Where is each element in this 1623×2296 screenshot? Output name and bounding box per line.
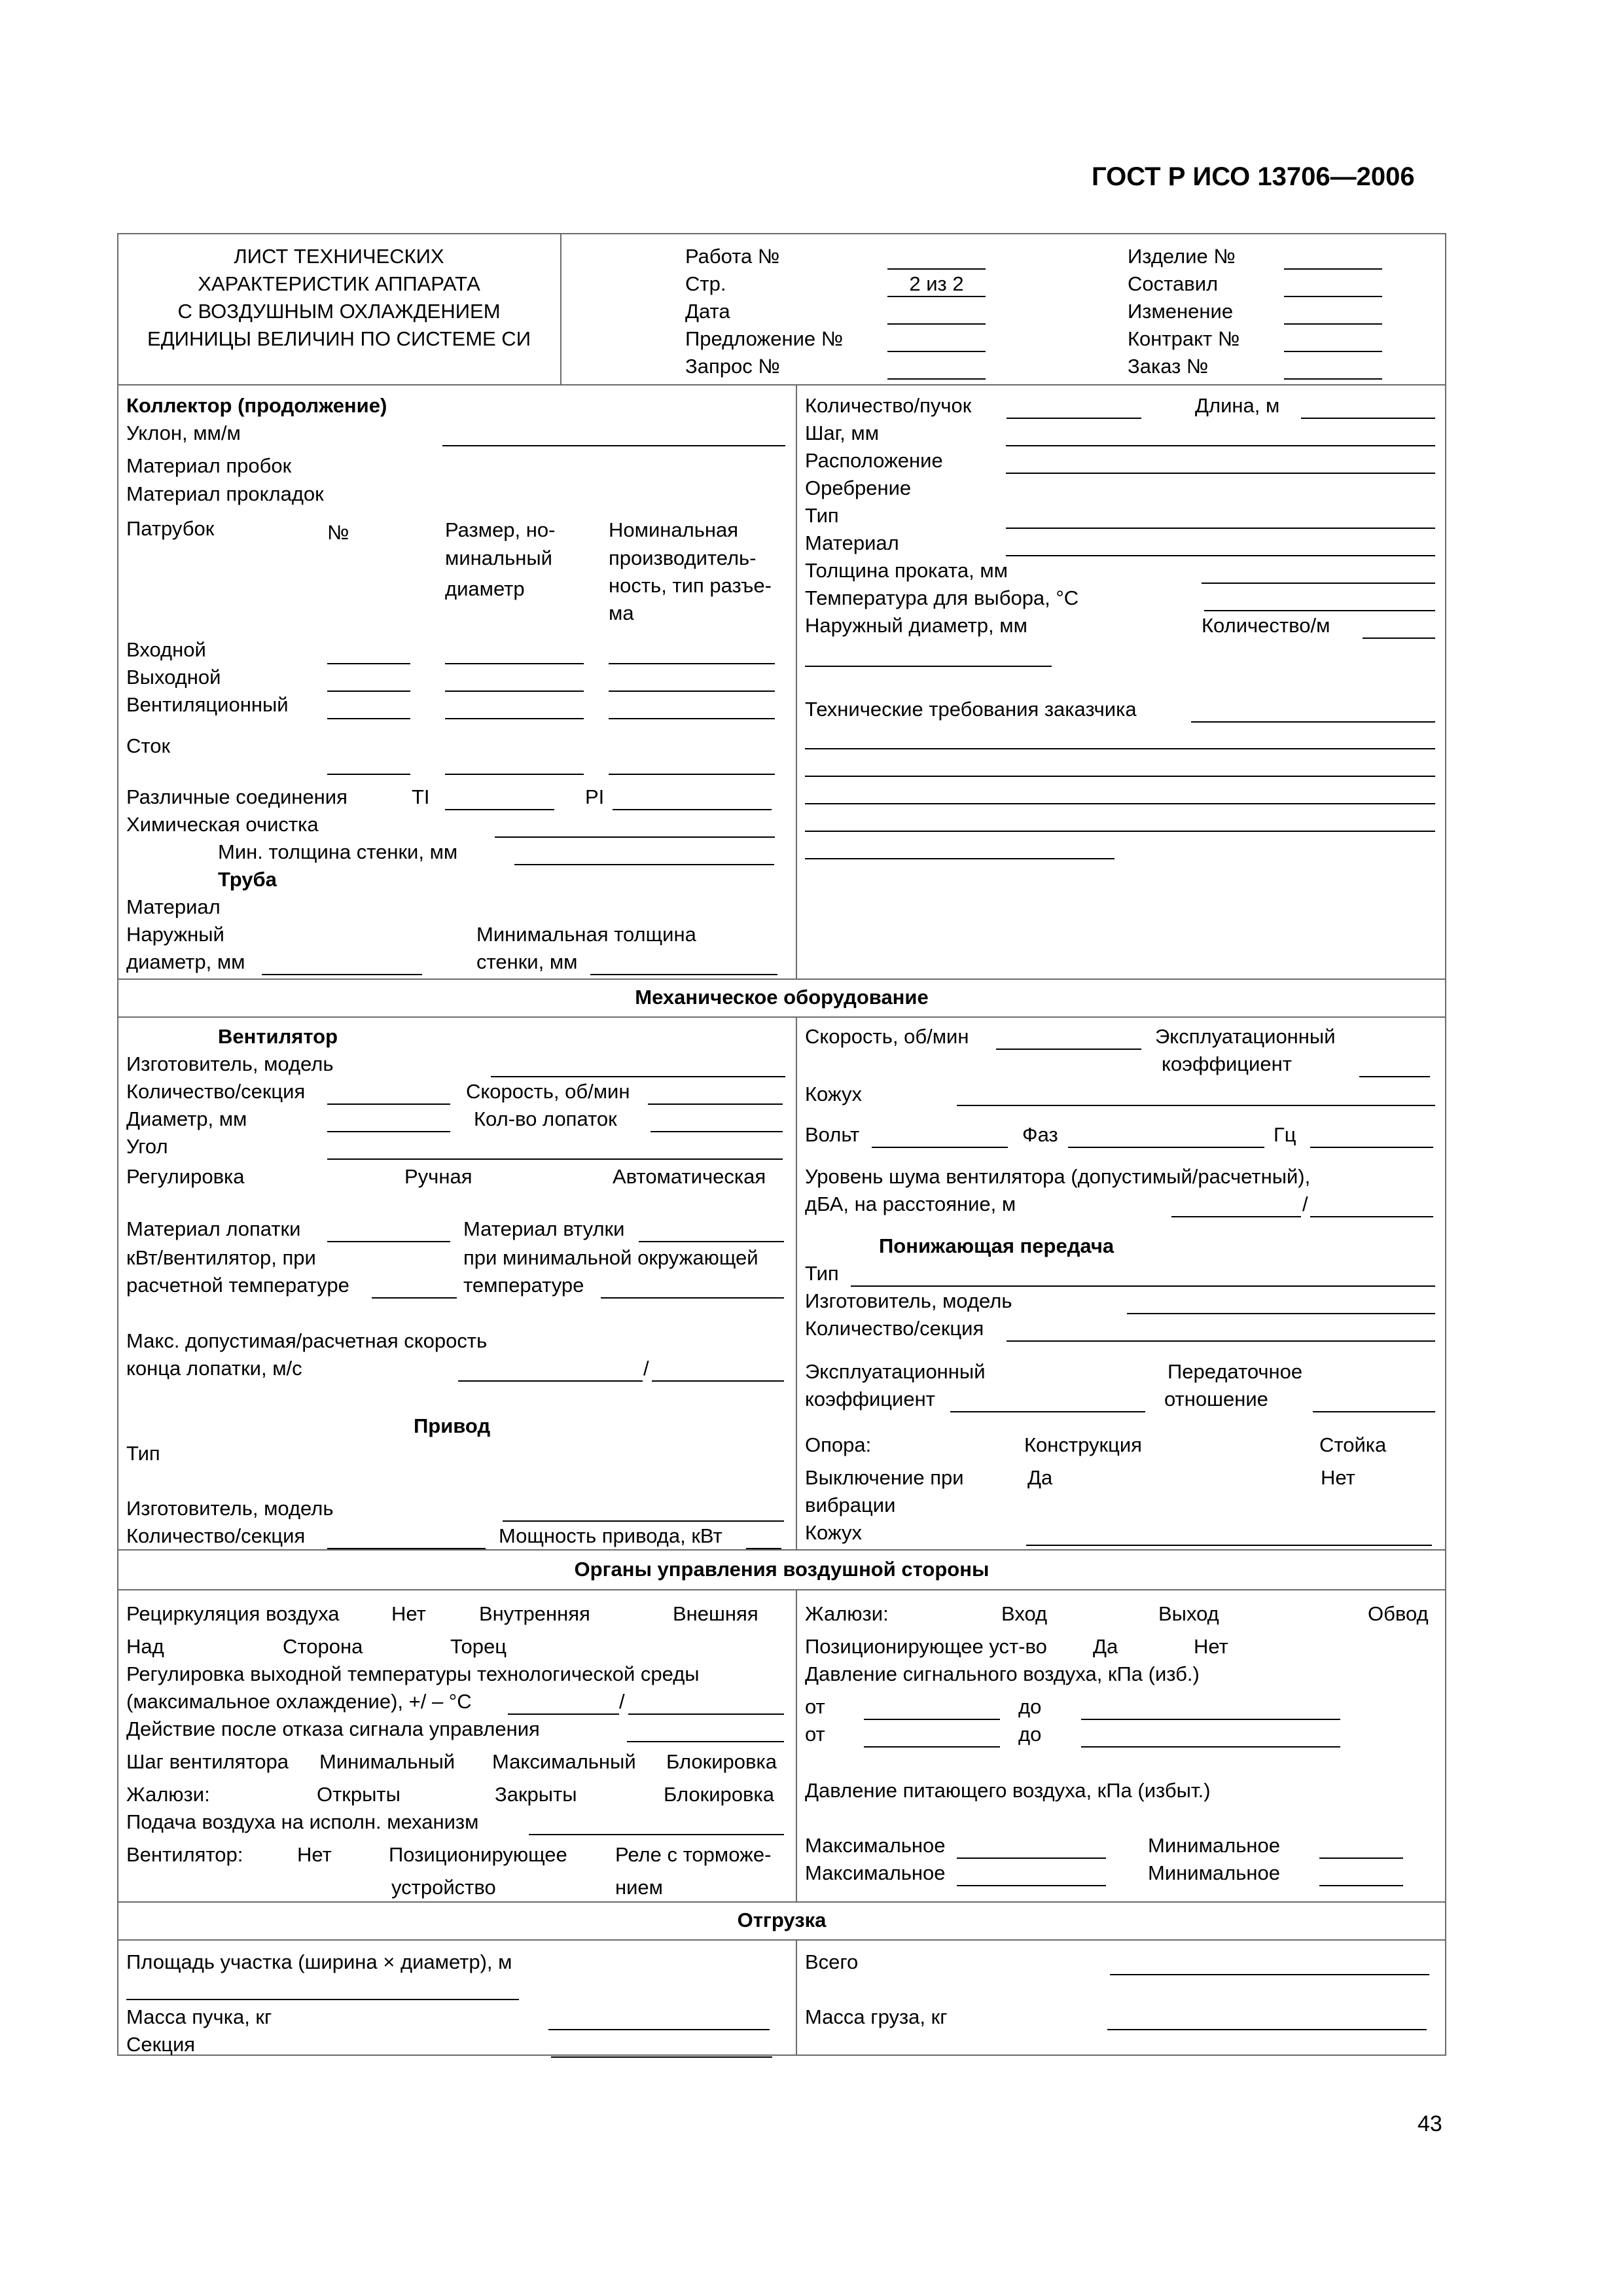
signal-from-field-2[interactable] [864, 1746, 1000, 1748]
rating-header-4: ма [609, 601, 634, 624]
plug-material-label: Материал пробок [126, 454, 292, 477]
positioner-label: Позиционирующее уст-во [805, 1635, 1047, 1658]
misc-connections-label: Различные соединения [126, 785, 348, 808]
auto-option[interactable]: Автоматическая [613, 1165, 766, 1188]
inlet-rating-field[interactable] [609, 663, 775, 664]
rating-header-2: производитель- [609, 547, 757, 569]
finning-label: Оребрение [805, 476, 912, 499]
drive-title: Привод [414, 1414, 491, 1437]
fan-title: Вентилятор [218, 1025, 338, 1048]
vent-size-field[interactable] [445, 718, 584, 719]
header-bottom-rule [117, 384, 1446, 386]
blades-field[interactable] [651, 1131, 783, 1132]
revision-field[interactable] [1284, 323, 1382, 325]
pi-field[interactable] [613, 809, 772, 810]
chem-cleaning-label: Химическая очистка [126, 813, 319, 836]
noise-allow-field[interactable] [1171, 1216, 1301, 1217]
guard2-field[interactable] [1026, 1545, 1432, 1546]
qty-per-m-label: Количество/м [1202, 614, 1330, 637]
pitch-min-option[interactable]: Минимальный [319, 1750, 455, 1773]
reducer-maker-label: Изготовитель, модель [805, 1289, 1012, 1312]
hub-material-field[interactable] [639, 1241, 784, 1242]
vibration-label-2: вибрации [805, 1494, 896, 1516]
fan-qty-field[interactable] [327, 1103, 450, 1105]
arrangement-field[interactable] [1006, 473, 1435, 474]
end-option[interactable]: Торец [450, 1635, 507, 1658]
rating-header-3: ность, тип разъе- [609, 574, 772, 597]
vent-rating-field[interactable] [609, 718, 775, 719]
supply-min-label-1: Минимальное [1148, 1834, 1280, 1857]
outlet-rating-field[interactable] [609, 691, 775, 692]
reducer-qty-label: Количество/секция [805, 1317, 984, 1340]
qty-per-m-field[interactable] [1363, 637, 1435, 639]
over-option[interactable]: Над [126, 1635, 164, 1658]
outlet-size-field[interactable] [445, 691, 584, 692]
bundle-mass-label: Масса пучка, кг [126, 2005, 272, 2028]
volt-field[interactable] [872, 1147, 1008, 1148]
tip-speed-design-field[interactable] [652, 1380, 784, 1382]
support-structure-option[interactable]: Конструкция [1024, 1433, 1142, 1456]
recirc-internal-option[interactable]: Внутренняя [479, 1602, 590, 1625]
positioner-no-option[interactable]: Нет [1194, 1635, 1228, 1658]
sheet-title-4: ЕДИНИЦЫ ВЕЛИЧИН ПО СИСТЕМЕ СИ [147, 327, 531, 350]
tube-minwall-label-2: стенки, мм [476, 950, 578, 973]
mech-bottom-rule [117, 1016, 1446, 1018]
supply-pressure-label: Давление питающего воздуха, кПа (избыт.) [805, 1779, 1211, 1802]
drive-qty-field[interactable] [327, 1548, 486, 1549]
inlet-label: Входной [126, 638, 206, 661]
reducer-type-field[interactable] [851, 1285, 1435, 1287]
signal-from-label-1: от [805, 1695, 825, 1718]
signal-from-label-2: от [805, 1723, 825, 1746]
design-temp-label: Температура для выбора, °С [805, 586, 1079, 609]
positioner-yes-option[interactable]: Да [1093, 1635, 1118, 1658]
rating-header-1: Номинальная [609, 518, 739, 541]
signal-fail-field[interactable] [627, 1741, 784, 1742]
count-bundle-field[interactable] [1007, 418, 1141, 419]
reducer-type-label: Тип [805, 1262, 839, 1285]
ti-label: TI [412, 785, 430, 808]
kw-min-label-1: при минимальной окружающей [463, 1246, 758, 1269]
collector-title: Коллектор (продолжение) [126, 394, 387, 417]
hz-label: Гц [1274, 1123, 1296, 1146]
section-label: Секция [126, 2033, 196, 2056]
fin-material-label: Материал [805, 531, 899, 554]
column-divider-2 [796, 1016, 797, 1550]
tube-title: Труба [218, 868, 277, 891]
fan-speed-field[interactable] [648, 1103, 783, 1105]
kw-design-field[interactable] [372, 1297, 457, 1299]
support-label: Опора: [805, 1433, 872, 1456]
column-divider-1 [796, 384, 797, 979]
mech-top-rule [117, 978, 1446, 980]
by-label: Составил [1128, 272, 1219, 295]
blades-label: Кол-во лопаток [474, 1107, 617, 1130]
size-header-1: Размер, но- [445, 518, 556, 541]
drain-rating-field[interactable] [609, 774, 775, 775]
item-no-field[interactable] [1284, 268, 1382, 270]
fan-maker-label: Изготовитель, модель [126, 1052, 334, 1075]
drain-no-field[interactable] [327, 774, 410, 775]
louvers-bypass-option[interactable]: Обвод [1368, 1602, 1429, 1625]
vibration-label-1: Выключение при [805, 1466, 964, 1489]
tip-speed-allow-field[interactable] [458, 1380, 643, 1382]
length-field[interactable] [1301, 418, 1435, 419]
pitch-label: Шаг, мм [805, 422, 880, 444]
tip-speed-sep: / [643, 1357, 649, 1380]
service-factor-label-2: коэффициент [1162, 1052, 1292, 1075]
kw-min-field[interactable] [601, 1297, 784, 1299]
tube-od-label-2: диаметр, мм [126, 950, 245, 973]
reducer-qty-field[interactable] [1007, 1340, 1435, 1342]
inlet-no-field[interactable] [327, 663, 410, 664]
positioner-option-2: устройство [391, 1876, 496, 1899]
hub-material-label: Материал втулки [463, 1217, 625, 1240]
page-value: 2 из 2 [909, 272, 964, 295]
stock-thickness-field[interactable] [1202, 583, 1435, 584]
proposal-label: Предложение № [685, 327, 844, 350]
positioner-option-1[interactable]: Позиционирующее [389, 1843, 567, 1866]
supply-max-label-2: Максимальное [805, 1861, 946, 1884]
nozzle-label: Патрубок [126, 517, 215, 540]
blade-material-field[interactable] [327, 1241, 450, 1242]
page-number: 43 [1418, 2111, 1442, 2136]
job-no-label: Работа № [685, 245, 780, 268]
vibration-yes-option[interactable]: Да [1027, 1466, 1053, 1489]
air-section-title: Органы управления воздушной стороны [574, 1558, 990, 1581]
inquiry-field[interactable] [887, 378, 986, 380]
actuator-air-field[interactable] [529, 1834, 784, 1835]
bundle-mass-field[interactable] [548, 2029, 770, 2030]
noise-sep: / [1302, 1193, 1308, 1215]
louvers-inlet-option[interactable]: Вход [1001, 1602, 1048, 1625]
outlet-no-field[interactable] [327, 691, 410, 692]
outlet-label: Выходной [126, 666, 221, 689]
date-field[interactable] [887, 323, 986, 325]
temp-control-label-1: Регулировка выходной температуры технологической среды [126, 1662, 700, 1685]
size-header-3: диаметр [445, 577, 525, 600]
pitch-control-label: Регулировка [126, 1165, 245, 1188]
load-mass-field[interactable] [1107, 2029, 1427, 2030]
drive-type-label: Тип [126, 1442, 160, 1465]
temp-control-field-b[interactable] [628, 1713, 784, 1715]
drive-maker-label: Изготовитель, модель [126, 1497, 334, 1520]
reducer-maker-field[interactable] [1127, 1313, 1435, 1314]
pitch-max-option[interactable]: Максимальный [492, 1750, 636, 1773]
tube-minwall-field[interactable] [590, 974, 777, 975]
actuator-air-label: Подача воздуха на исполн. механизм [126, 1810, 479, 1833]
manual-option[interactable]: Ручная [404, 1165, 473, 1188]
customer-req-field-5[interactable] [805, 831, 1435, 832]
signal-to-label-2: до [1018, 1723, 1042, 1746]
ship-bottom-rule [117, 1939, 1446, 1941]
pitch-lock-option[interactable]: Блокировка [666, 1750, 777, 1773]
recirc-no-option[interactable]: Нет [391, 1602, 426, 1625]
hz-field[interactable] [1310, 1147, 1433, 1148]
fin-od-field[interactable] [805, 666, 1052, 667]
contract-field[interactable] [1284, 351, 1382, 352]
signal-pressure-label: Давление сигнального воздуха, кПа (изб.) [805, 1662, 1200, 1685]
inquiry-label: Запрос № [685, 355, 780, 378]
tube-od-label-1: Наружный [126, 923, 224, 946]
supply-max-field-2[interactable] [957, 1885, 1106, 1886]
fin-material-field[interactable] [1006, 555, 1435, 556]
reducer-sf-label-1: Эксплуатационный [805, 1360, 986, 1383]
guard2-label: Кожух [805, 1521, 863, 1544]
signal-from-field-1[interactable] [864, 1719, 1000, 1720]
recirc-label: Рециркуляция воздуха [126, 1602, 340, 1625]
by-field[interactable] [1284, 296, 1382, 297]
total-field[interactable] [1110, 1974, 1429, 1975]
phase-label: Фаз [1022, 1123, 1058, 1146]
load-mass-label: Масса груза, кг [805, 2005, 948, 2028]
air-bottom-rule [117, 1589, 1446, 1590]
recirc-external-option[interactable]: Внешняя [673, 1602, 758, 1625]
order-label: Заказ № [1128, 355, 1209, 378]
drive-power-label: Мощность привода, кВт [499, 1524, 722, 1547]
slope-field[interactable] [442, 445, 785, 446]
fan-pitch-label: Шаг вентилятора [126, 1750, 289, 1773]
louvers-r-label: Жалюзи: [805, 1602, 889, 1625]
standard-number: ГОСТ Р ИСО 13706—2006 [1092, 162, 1415, 191]
fin-od-label: Наружный диаметр, мм [805, 614, 1027, 637]
drain-size-field[interactable] [445, 774, 584, 775]
section-mass-field[interactable] [551, 2056, 772, 2058]
column-divider-4 [796, 1939, 797, 2056]
fan-guard-field[interactable] [957, 1105, 1435, 1106]
volt-label: Вольт [805, 1123, 860, 1146]
chem-cleaning-field[interactable] [495, 836, 775, 838]
pi-label: PI [585, 785, 605, 808]
louvers-open-option[interactable]: Открыты [317, 1783, 401, 1806]
ti-field[interactable] [445, 809, 554, 810]
customer-req-field-2[interactable] [805, 748, 1435, 749]
order-field[interactable] [1284, 378, 1382, 380]
plot-area-label: Площадь участка (ширина × диаметр), м [126, 1950, 512, 1973]
size-header-2: минальный [445, 547, 552, 569]
fan-control-label: Вентилятор: [126, 1843, 243, 1866]
date-label: Дата [685, 300, 730, 323]
drain-label: Сток [126, 734, 171, 757]
kw-min-label-2: температуре [463, 1274, 584, 1297]
relay-option-2: нием [615, 1876, 663, 1899]
blade-material-label: Материал лопатки [126, 1217, 301, 1240]
mech-section-title: Механическое оборудование [635, 986, 929, 1009]
temp-control-field-a[interactable] [508, 1713, 619, 1715]
supply-min-label-2: Минимальное [1148, 1861, 1280, 1884]
item-no-label: Изделие № [1128, 245, 1236, 268]
support-stand-option[interactable]: Стойка [1319, 1433, 1387, 1456]
proposal-field[interactable] [887, 351, 986, 352]
total-label: Всего [805, 1950, 859, 1973]
supply-max-label-1: Максимальное [805, 1834, 946, 1857]
vibration-no-option[interactable]: Нет [1321, 1466, 1355, 1489]
ratio-label-2: отношение [1164, 1388, 1268, 1410]
revision-label: Изменение [1128, 300, 1234, 323]
ratio-label-1: Передаточное [1168, 1360, 1303, 1383]
noise-label-1: Уровень шума вентилятора (допустимый/расчетный), [805, 1165, 1311, 1188]
tip-speed-label-1: Макс. допустимая/расчетная скорость [126, 1329, 488, 1352]
fin-type-field[interactable] [1006, 528, 1435, 529]
header-divider [560, 233, 562, 385]
min-wall-field[interactable] [514, 864, 774, 865]
fan-control-no-option[interactable]: Нет [297, 1843, 332, 1866]
signal-to-field-2[interactable] [1081, 1746, 1340, 1748]
temp-control-sep: / [619, 1690, 625, 1713]
tube-material-label: Материал [126, 895, 221, 918]
supply-min-field-2[interactable] [1319, 1885, 1403, 1886]
reducer-title: Понижающая передача [879, 1234, 1115, 1257]
fan-speed-r-field[interactable] [996, 1049, 1141, 1050]
kw-design-label-1: кВт/вентилятор, при [126, 1246, 316, 1269]
sheet-title-3: С ВОЗДУШНЫМ ОХЛАЖДЕНИЕМ [177, 300, 501, 323]
customer-req-field-3[interactable] [805, 776, 1435, 777]
service-factor-field[interactable] [1359, 1076, 1430, 1077]
length-label: Длина, м [1195, 394, 1280, 417]
fan-diameter-label: Диаметр, мм [126, 1107, 247, 1130]
design-temp-field[interactable] [1204, 610, 1435, 611]
inlet-size-field[interactable] [445, 663, 584, 664]
customer-req-field-4[interactable] [805, 803, 1435, 804]
louvers-outlet-option[interactable]: Выход [1158, 1602, 1219, 1625]
angle-label: Угол [126, 1135, 168, 1158]
drive-power-field[interactable] [746, 1548, 781, 1549]
ship-section-title: Отгрузка [737, 1909, 827, 1931]
fin-type-label: Тип [805, 504, 839, 527]
reducer-sf-field[interactable] [950, 1411, 1145, 1412]
reducer-sf-label-2: коэффициент [805, 1388, 935, 1410]
noise-design-field[interactable] [1310, 1216, 1433, 1217]
louvers-label: Жалюзи: [126, 1783, 210, 1806]
page-field[interactable] [887, 296, 986, 297]
slope-label: Уклон, мм/м [126, 422, 241, 444]
angle-field[interactable] [327, 1158, 783, 1160]
customer-req-label: Технические требования заказчика [805, 698, 1137, 721]
louvers-closed-option[interactable]: Закрыты [495, 1783, 577, 1806]
supply-min-field-1[interactable] [1319, 1857, 1403, 1859]
ratio-field[interactable] [1313, 1411, 1435, 1412]
fan-speed-label: Скорость, об/мин [466, 1080, 630, 1103]
side-option[interactable]: Сторона [283, 1635, 363, 1658]
air-top-rule [117, 1549, 1446, 1551]
temp-control-label-2: (максимальное охлаждение), +/ – °С [126, 1690, 472, 1713]
sheet-title-1: ЛИСТ ТЕХНИЧЕСКИХ [234, 245, 444, 268]
noise-label-2: дБА, на расстояние, м [805, 1193, 1016, 1215]
job-no-field[interactable] [887, 268, 986, 270]
tube-od-field[interactable] [262, 974, 422, 975]
stock-thickness-label: Толщина проката, мм [805, 559, 1008, 582]
nozzle-no-header: № [327, 521, 349, 544]
customer-req-field-6[interactable] [805, 858, 1115, 859]
vent-no-field[interactable] [327, 718, 410, 719]
vent-label: Вентиляционный [126, 693, 289, 716]
service-factor-label-1: Эксплуатационный [1155, 1025, 1336, 1048]
ship-top-rule [117, 1901, 1446, 1903]
relay-option-1[interactable]: Реле с торможе- [615, 1843, 772, 1866]
fan-maker-field[interactable] [491, 1076, 785, 1077]
fan-diameter-field[interactable] [327, 1131, 450, 1132]
gasket-material-label: Материал прокладок [126, 482, 324, 505]
supply-max-field-1[interactable] [957, 1857, 1106, 1859]
kw-design-label-2: расчетной температуре [126, 1274, 349, 1297]
signal-to-label-1: до [1018, 1695, 1042, 1718]
drive-qty-label: Количество/секция [126, 1524, 306, 1547]
signal-to-field-1[interactable] [1081, 1719, 1340, 1720]
plot-area-field[interactable] [126, 1999, 519, 2000]
drive-maker-field[interactable] [503, 1520, 784, 1522]
customer-req-field-1[interactable] [1191, 721, 1435, 723]
column-divider-3 [796, 1589, 797, 1902]
fan-guard-label: Кожух [805, 1083, 863, 1105]
sheet-title-2: ХАРАКТЕРИСТИК АППАРАТА [198, 272, 480, 295]
fan-speed-r-label: Скорость, об/мин [805, 1025, 969, 1048]
louvers-lock-option[interactable]: Блокировка [664, 1783, 774, 1806]
tip-speed-label-2: конца лопатки, м/с [126, 1357, 302, 1380]
page-label: Стр. [685, 272, 726, 295]
fan-qty-label: Количество/секция [126, 1080, 306, 1103]
pitch-field[interactable] [1006, 445, 1435, 446]
count-bundle-label: Количество/пучок [805, 394, 972, 417]
contract-label: Контракт № [1128, 327, 1240, 350]
signal-fail-label: Действие после отказа сигнала управления [126, 1717, 540, 1740]
tube-minwall-label-1: Минимальная толщина [476, 923, 696, 946]
min-wall-label: Мин. толщина стенки, мм [218, 840, 458, 863]
arrangement-label: Расположение [805, 449, 943, 472]
phase-field[interactable] [1068, 1147, 1264, 1148]
